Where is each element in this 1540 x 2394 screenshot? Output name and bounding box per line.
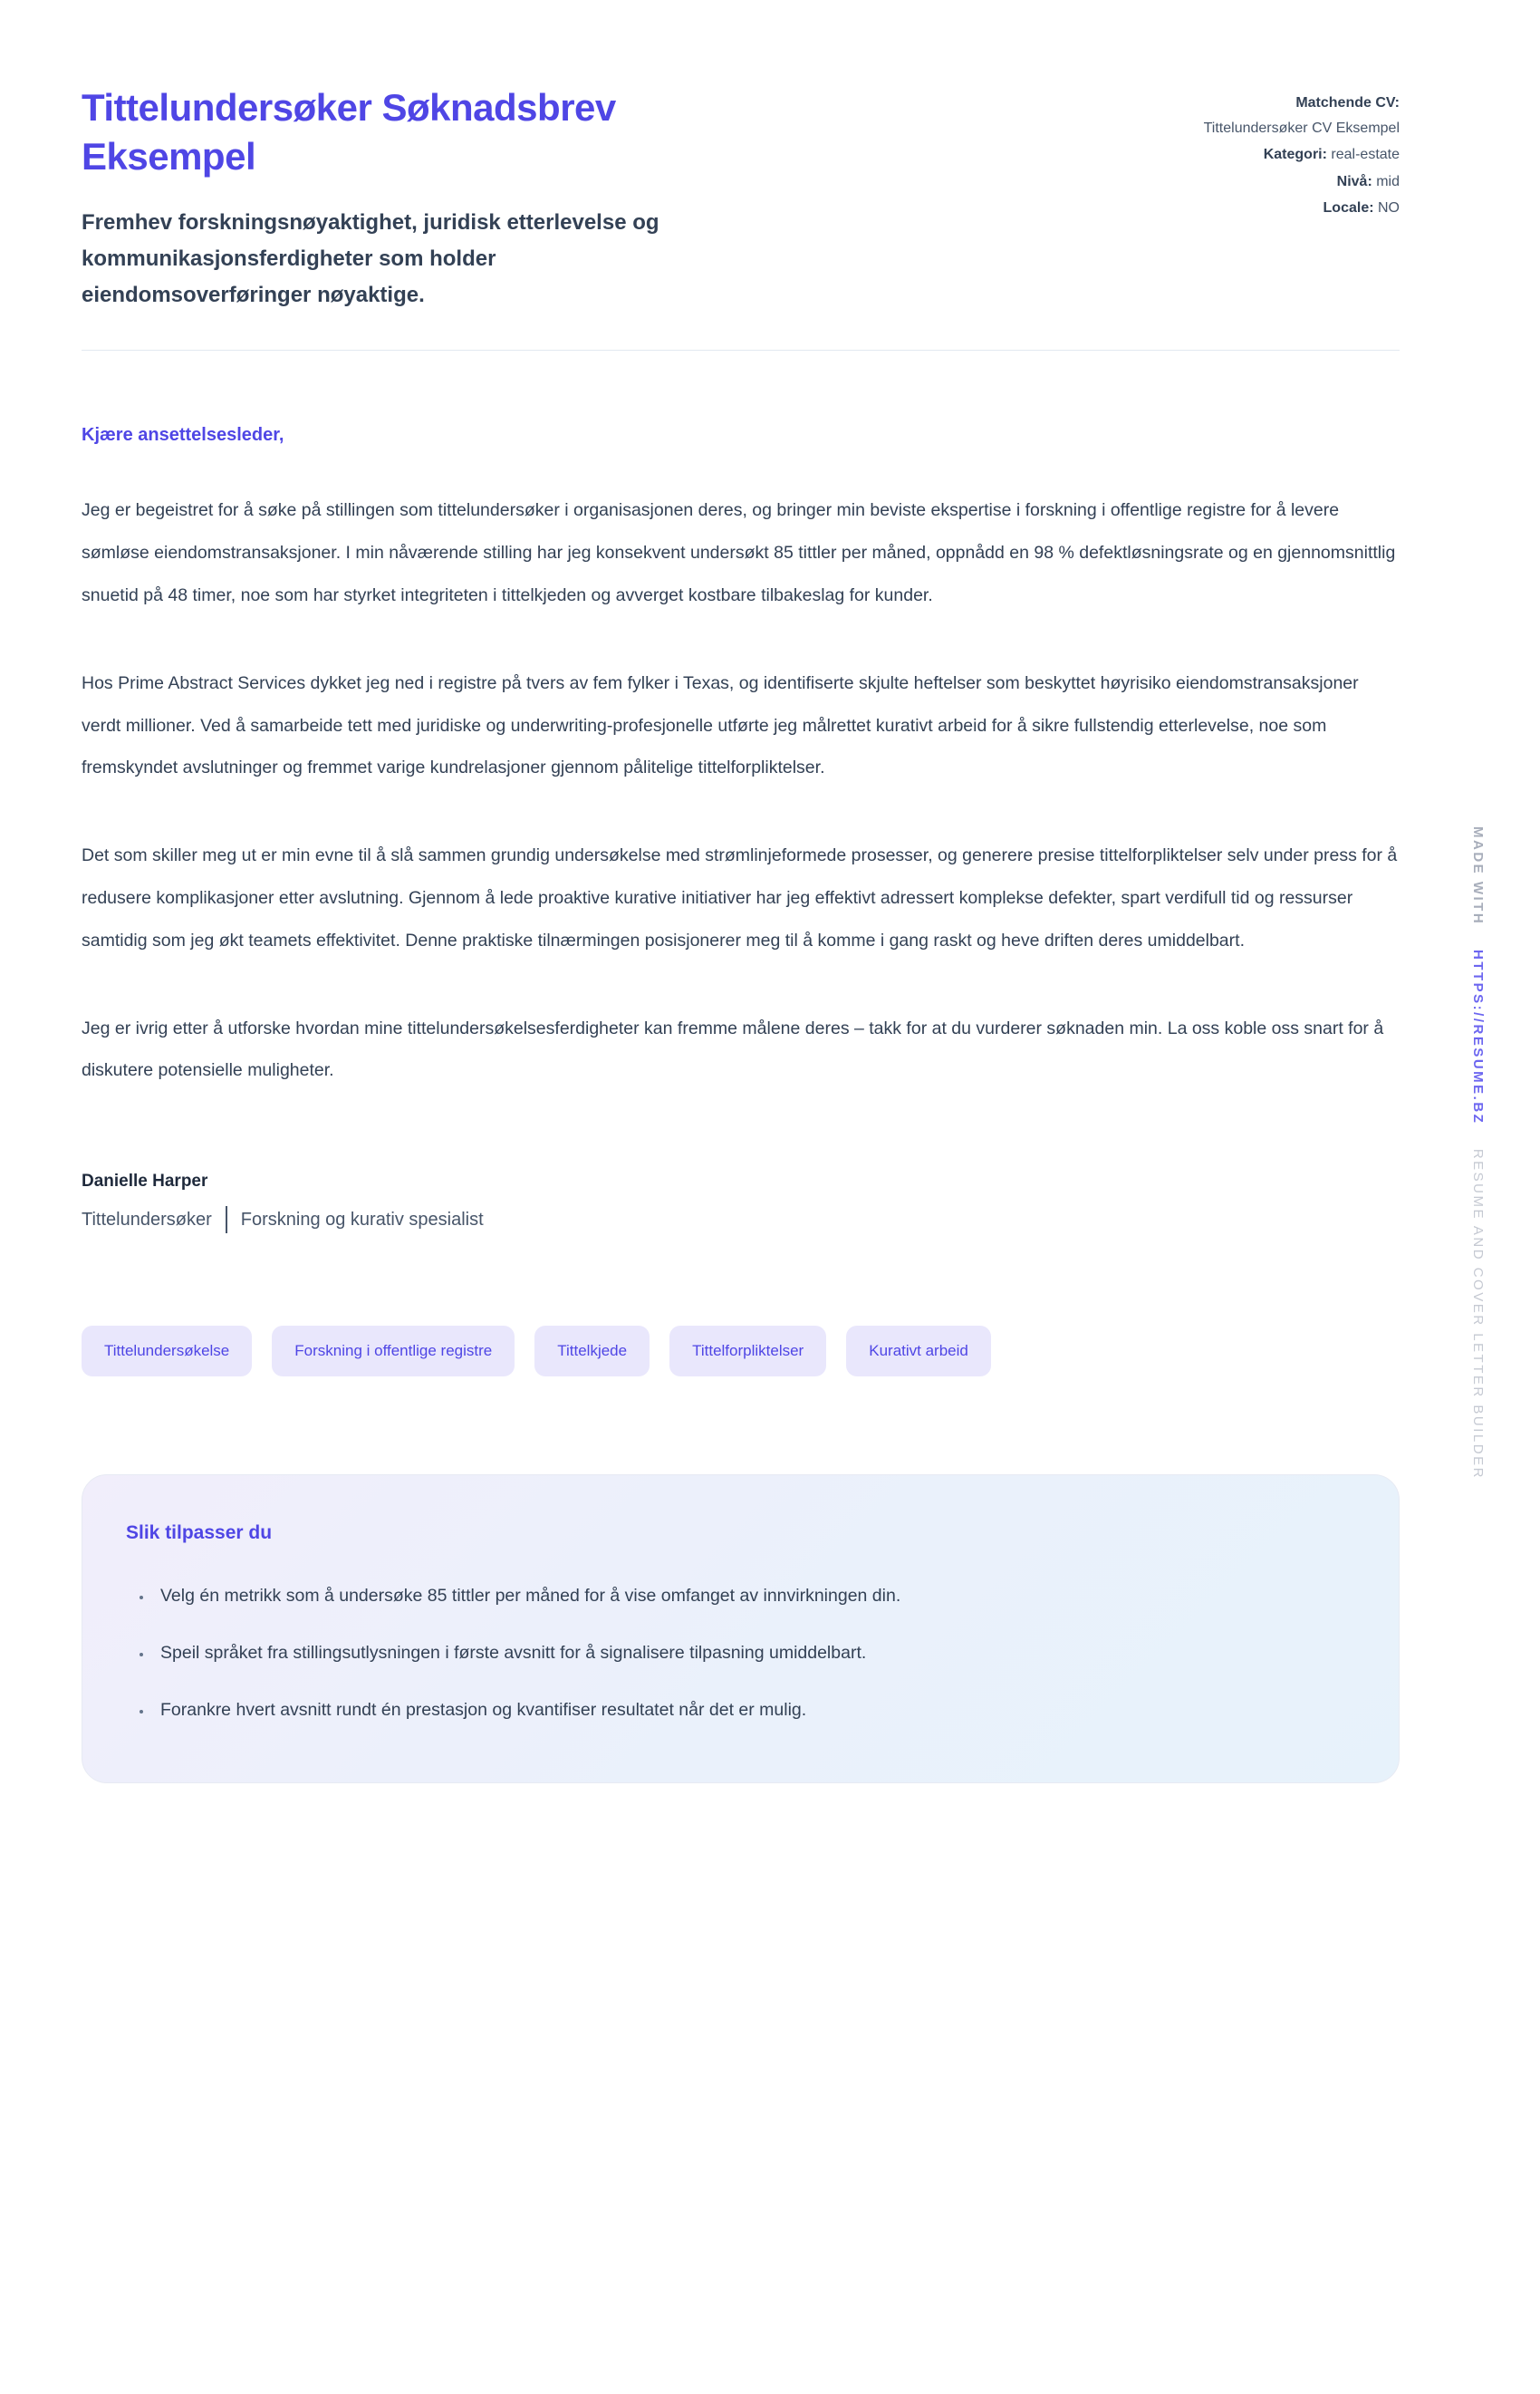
meta-matching-cv [1182, 91, 1400, 140]
locale-value: NO [1378, 200, 1400, 217]
signature-role [82, 1206, 1400, 1233]
header-divider [82, 350, 1400, 351]
skill-tag[interactable]: Tittelforpliktelser [669, 1326, 826, 1376]
locale-label: Locale: [1323, 200, 1374, 217]
tips-list [126, 1575, 1348, 1731]
tip-item: • Velg én metrikk som å undersøke 85 tittler per måned for å vise omfanget av innvirkningen din. [153, 1575, 1348, 1617]
matching-cv-link[interactable]: Tittelundersøker CV Eksempel [1203, 120, 1400, 136]
skill-tag[interactable]: Tittelkjede [534, 1326, 650, 1376]
signature-role-primary: Tittelundersøker [82, 1209, 212, 1230]
category-value: real-estate [1331, 147, 1400, 163]
signature-block [82, 1172, 1400, 1233]
letter-paragraph: Jeg er ivrig etter å utforske hvordan mine tittelundersøkelsesferdigheter kan fremme målene deres – takk for at du vurderer søknaden min. La oss koble oss snart for å diskutere potensielle muligheter. [82, 1018, 1384, 1081]
skill-tag[interactable]: Kurativt arbeid [846, 1326, 991, 1376]
tips-heading: Slik tilpasser du [126, 1522, 273, 1544]
letter-paragraph: Det som skiller meg ut er min evne til å slå sammen grundig undersøkelse med strømlinjeformede prosesser, og generere presise tittelforpliktelser selv under press for å redusere komplikasjoner etter avslutning. Gjennom å lede proaktive kurative initiativer har jeg effektivt adressert komplekse defekter, spart verdifull tid og ressurser samtidig som jeg økt teamets effektivitet. Denne praktiske tilnærmingen posisjonerer meg til å komme i gang raskt og heve driften deres umiddelbart. [82, 845, 1398, 951]
tip-item: • Forankre hvert avsnitt rundt én prestasjon og kvantifiser resultatet når det er mulig. [153, 1689, 1348, 1732]
tip-item: • Speil språket fra stillingsutlysningen i første avsnitt for å signalisere tilpasning umiddelbart. [153, 1632, 1348, 1675]
meta-locale [1182, 196, 1400, 221]
letter-paragraph: Hos Prime Abstract Services dykket jeg ned i registre på tvers av fem fylker i Texas, og identifiserte skjulte heftelser som beskyttet høyrisiko eiendomstransaksjoner verdt millioner. Ved å samarbeide tett med juridiske og underwriting-profesjonelle utførte jeg målrettet kurativt arbeid for å sikre fullstendig etterlevelse, noe som fremskyndet avslutninger og fremmet varige kundrelasjoner gjennom pålitelige tittelforpliktelser. [82, 672, 1359, 778]
category-label: Kategori: [1263, 147, 1327, 163]
header-title-block [82, 83, 788, 314]
level-value: mid [1376, 173, 1400, 189]
skill-tag[interactable]: Forskning i offentlige registre [272, 1326, 515, 1376]
level-label: Nivå: [1336, 173, 1372, 189]
signature-name: Danielle Harper [82, 1172, 208, 1192]
meta-category [1182, 142, 1400, 168]
signature-role-divider [226, 1206, 227, 1233]
builder-tagline: RESUME AND COVER LETTER BUILDER [1470, 1148, 1486, 1480]
meta-level [1182, 169, 1400, 195]
header-meta [1182, 83, 1400, 221]
page-title: Tittelundersøker Søknadsbrev Eksempel [82, 86, 616, 178]
cover-letter [82, 425, 1400, 1233]
customization-tips-box [82, 1474, 1400, 1782]
resume-bz-link[interactable]: HTTPS://RESUME.BZ [1470, 949, 1486, 1125]
signature-role-secondary: Forskning og kurativ spesialist [240, 1209, 484, 1230]
made-with-label: MADE WITH [1470, 826, 1486, 926]
matching-cv-label: Matchende CV: [1295, 95, 1400, 111]
skill-tags [82, 1326, 1400, 1376]
header [82, 83, 1400, 314]
letter-paragraph: Jeg er begeistret for å søke på stillingen som tittelundersøker i organisasjonen deres, og bringer min beviste ekspertise i forskning i offentlige registre for å levere sømløse eiendomstransaksjoner. I min nåværende stilling har jeg konsekvent undersøkt 85 tittler per måned, oppnådd en 98 % defektløsningsrate og en gjennomsnittlig snuetid på 48 timer, noe som har styrket integriteten i tittelkjeden og avverget kostbare tilbakeslag for kunder. [82, 500, 1396, 606]
page-subtitle: Fremhev forskningsnøyaktighet, juridisk etterlevelse og kommunikasjonsferdigheter som holder eiendomsoverføringer nøyaktige. [82, 209, 659, 308]
letter-greeting: Kjære ansettelsesleder, [82, 425, 284, 446]
vertical-branding [1470, 826, 1486, 1480]
skill-tag[interactable]: Tittelundersøkelse [82, 1326, 252, 1376]
